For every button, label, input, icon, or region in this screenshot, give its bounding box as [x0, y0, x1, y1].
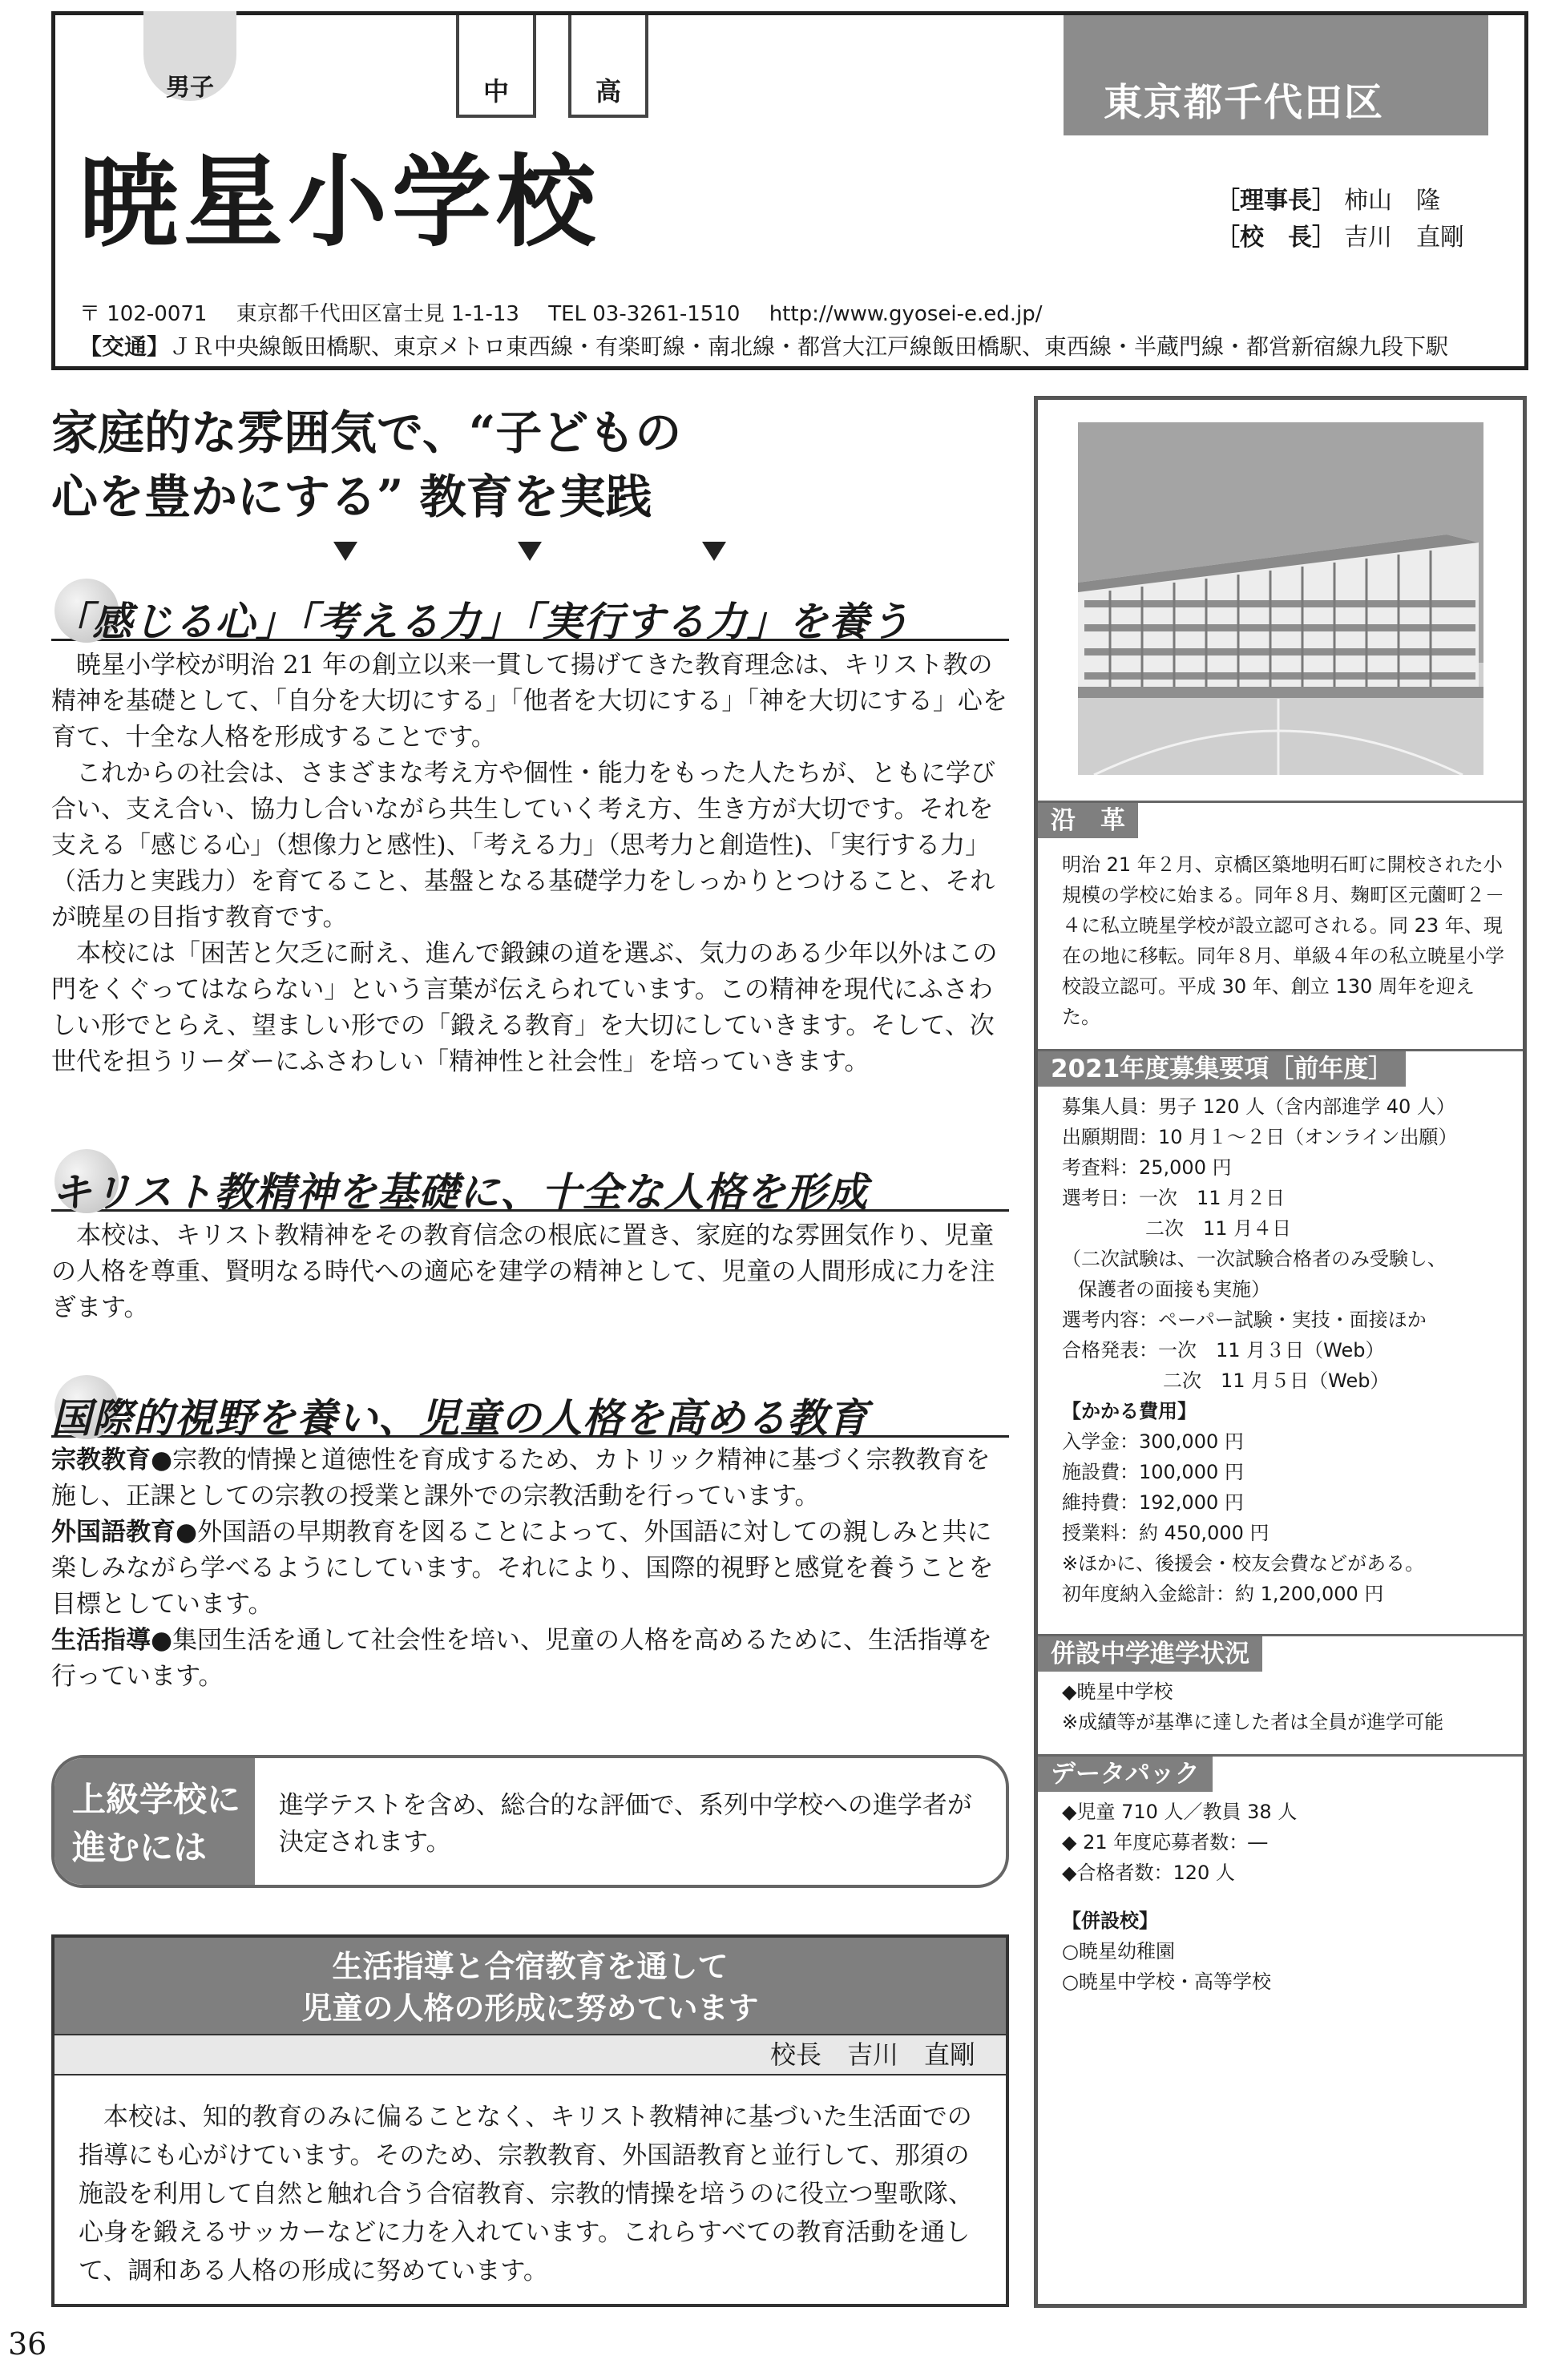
main-headline	[51, 401, 1013, 529]
data-line: ◆合格者数：120 人	[1062, 1862, 1235, 1884]
fees-label: 【かかる費用】	[1062, 1400, 1197, 1422]
admission-line: 考査料：25,000 円	[1062, 1156, 1232, 1179]
progression-section	[1038, 1634, 1523, 1754]
paragraph: 暁星小学校が明治 21 年の創立以来一貫して揚げてきた教育理念は、キリスト教の精神を基礎として、「自分を大切にする」「他者を大切にする」「神を大切にする」心を育て、十全な人格を形成することです。	[51, 651, 1007, 752]
education-item	[51, 1623, 1009, 1695]
admission-tag: 2021年度募集要項［前年度］	[1038, 1051, 1406, 1087]
data-line: ◆ 21 年度応募者数：―	[1062, 1831, 1268, 1854]
school-building-image	[1078, 422, 1483, 775]
gender-tab: 男子	[143, 11, 236, 101]
page-number: 36	[8, 2326, 47, 2362]
higher-school-box	[51, 1755, 1009, 1888]
item-text: 集団生活を通して社会性を培い、児童の人格を高めるために、生活指導を行っています。	[51, 1626, 993, 1691]
paragraph: 本校には「困苦と欠乏に耐え、進んで鍛錬の道を選ぶ、気力のある少年以外はこの門をくぐってはならない」という言葉が伝えられています。この精神を現代にふさわしい形でとらえ、望ましい形での「鍛える教育」を大切にしていきます。そして、次世代を担うリーダーにふさわしい「精神性と社会性」を培っていきます。	[51, 939, 998, 1076]
postal-code: 〒 102-0071	[79, 302, 208, 326]
history-text: 明治 21 年２月、京橋区築地明石町に開校された小規模の学校に始まる。同年８月、麹町区元薗町２－４に私立暁星学校が設立認可される。同 23 年、現在の地に移転。同年８月、単級４年の私立暁星小学校設立認可。平成 30 年、創立 130 周年を迎えた。	[1062, 853, 1504, 1028]
admission-line: 二次 11 月４日	[1145, 1217, 1292, 1240]
paragraph: 本校は、キリスト教精神をその教育信念の根底に置き、家庭的な雰囲気作り、児童の人格を尊重、賢明なる時代への適応を建学の精神として、児童の人間形成に力を注ぎます。	[51, 1221, 995, 1322]
down-triangle-icon	[702, 542, 726, 561]
label-line: 進むには	[72, 1828, 208, 1867]
officer-name: 吉川 直剛	[1344, 224, 1464, 252]
level-middle-badge: 中	[456, 15, 536, 118]
section-body-3	[51, 1442, 1009, 1695]
admission-line: 出願期間：10 月１～２日（オンライン出願）	[1062, 1126, 1458, 1148]
education-item	[51, 1515, 1009, 1623]
higher-school-text: 進学テストを含め、総合的な評価で、系列中学校への進学者が決定されます。	[279, 1791, 972, 1857]
affiliated-line: ○暁星幼稚園	[1062, 1940, 1175, 1962]
history-tag: 沿 革	[1038, 803, 1138, 838]
affiliated-line: ○暁星中学校・高等学校	[1062, 1971, 1271, 1993]
officer-role: ［理事長］	[1216, 187, 1336, 215]
progression-line: ※成績等が基準に達した者は全員が進学可能	[1062, 1711, 1444, 1733]
fee-line: 授業料：約 450,000 円	[1062, 1522, 1269, 1544]
higher-school-label	[54, 1758, 255, 1885]
item-text: 宗教的情操と道徳性を育成するため、カトリック精神に基づく宗教教育を施し、正課としての宗教の授業と課外での宗教活動を行っています。	[51, 1446, 991, 1511]
location-label: 東京都千代田区	[1064, 15, 1488, 135]
data-pack-tag: データパック	[1038, 1757, 1213, 1792]
fee-line: 入学金：300,000 円	[1062, 1430, 1244, 1453]
section-heading-3	[51, 1382, 1009, 1442]
officer-name: 柿山 隆	[1344, 187, 1440, 215]
headline-line-2: 心を豊かにする” 教育を実践	[51, 470, 652, 524]
down-triangle-icon	[518, 542, 542, 561]
section-body-2	[51, 1218, 1009, 1326]
progression-details	[1062, 1676, 1511, 1737]
label-line: 上級学校に	[72, 1780, 241, 1819]
item-label: 生活指導●	[51, 1626, 173, 1655]
data-pack-details	[1062, 1797, 1511, 1997]
progression-line: ◆暁星中学校	[1062, 1680, 1173, 1703]
message-author: 校長 吉川 直剛	[54, 2034, 1006, 2075]
website-link[interactable]: http://www.gyosei-e.ed.jp/	[769, 302, 1043, 326]
item-text: 外国語の早期教育を図ることによって、外国語に対しての親しみと共に楽しみながら学べるようにしています。それにより、国際的視野と感覚を養うことを目標としています。	[51, 1518, 994, 1619]
section-body-1	[51, 647, 1009, 1080]
level-high-badge: 高	[568, 15, 648, 118]
data-line: ◆児童 710 人／教員 38 人	[1062, 1801, 1298, 1823]
fee-line: ※ほかに、後援会・校友会費などがある。	[1062, 1552, 1425, 1575]
history-section	[1038, 801, 1523, 1057]
officer-chairman	[1216, 180, 1440, 216]
admission-line: （二次試験は、一次試験合格者のみ受験し、	[1062, 1248, 1447, 1270]
fee-line: 施設費：100,000 円	[1062, 1461, 1244, 1483]
data-pack-section	[1038, 1754, 1523, 2299]
admission-section	[1038, 1049, 1523, 1634]
access-text: ＪＲ中央線飯田橋駅、東京メトロ東西線・有楽町線・南北線・都営大江戸線飯田橋駅、東西線・半蔵門線・都営新宿線九段下駅	[169, 333, 1449, 360]
school-building-photo	[1078, 422, 1483, 775]
item-label: 外国語教育●	[51, 1518, 198, 1547]
admission-line: 募集人員：男子 120 人（含内部進学 40 人）	[1062, 1095, 1455, 1118]
progression-tag: 併設中学進学状況	[1038, 1636, 1262, 1672]
admission-line: 保護者の面接も実施）	[1078, 1278, 1270, 1301]
section-heading-1	[51, 585, 1009, 645]
down-triangle-icon	[333, 542, 357, 561]
admission-line: 合格発表：一次 11 月３日（Web）	[1062, 1339, 1385, 1361]
address: 東京都千代田区富士見 1-1-13	[236, 302, 519, 326]
telephone: TEL 03-3261-1510	[548, 302, 741, 326]
paragraph: これからの社会は、さまざまな考え方や個性・能力をもった人たちが、ともに学び合い、支え合い、協力し合いながら共生していく考え方、生き方が大切です。それを支える「感じる心」（想像力と感性)、「考える力」（思考力と創造性)、「実行する力」（活力と実践力）を育てること、基盤となる基礎学力をしっかりとつけること、それが暁星の目指す教育です。	[51, 759, 995, 932]
section-title: 「感じる心」「考える力」「実行する力」を養う	[51, 599, 910, 645]
admission-line: 選考日：一次 11 月２日	[1062, 1187, 1286, 1209]
fee-line: 維持費：192,000 円	[1062, 1491, 1244, 1514]
access-label: 【交通】	[79, 333, 170, 360]
officer-principal	[1216, 217, 1464, 252]
admission-details	[1062, 1091, 1511, 1609]
section-title: キリスト教精神を基礎に、十全な人格を形成	[51, 1169, 868, 1216]
officer-role: ［校 長］	[1216, 224, 1336, 252]
message-title	[54, 1938, 1006, 2034]
title-line: 児童の人格の形成に努めています	[301, 1991, 759, 2026]
title-line: 生活指導と合宿教育を通して	[332, 1949, 729, 1984]
section-heading-2	[51, 1156, 1009, 1216]
education-item	[51, 1442, 1009, 1515]
item-label: 宗教教育●	[51, 1446, 173, 1474]
school-header	[51, 11, 1528, 370]
message-text: 本校は、知的教育のみに偏ることなく、キリスト教精神に基づいた生活面での指導にも心がけています。そのため、宗教教育、外国語教育と並行して、那須の施設を利用して自然と触れ合う合宿教育、宗教的情操を培うのに役立つ聖歌隊、心身を鍛えるサッカーなどに力を入れています。これらすべての教育活動を通して、調和ある人格の形成に努めています。	[79, 2103, 973, 2285]
info-sidebar	[1034, 396, 1527, 2308]
section-title: 国際的視野を養い、児童の人格を高める教育	[51, 1395, 869, 1442]
affiliated-label: 【併設校】	[1062, 1910, 1158, 1932]
principal-message-box	[51, 1934, 1009, 2307]
admission-line: 二次 11 月５日（Web）	[1163, 1370, 1390, 1392]
fee-line: 初年度納入金総計：約 1,200,000 円	[1062, 1583, 1384, 1605]
school-name: 暁星小学校	[79, 144, 601, 260]
access-line	[79, 329, 1448, 361]
address-line	[79, 297, 1064, 327]
headline-line-1: 家庭的な雰囲気で、“子どもの	[51, 405, 682, 460]
admission-line: 選考内容：ペーパー試験・実技・面接ほか	[1062, 1309, 1427, 1331]
